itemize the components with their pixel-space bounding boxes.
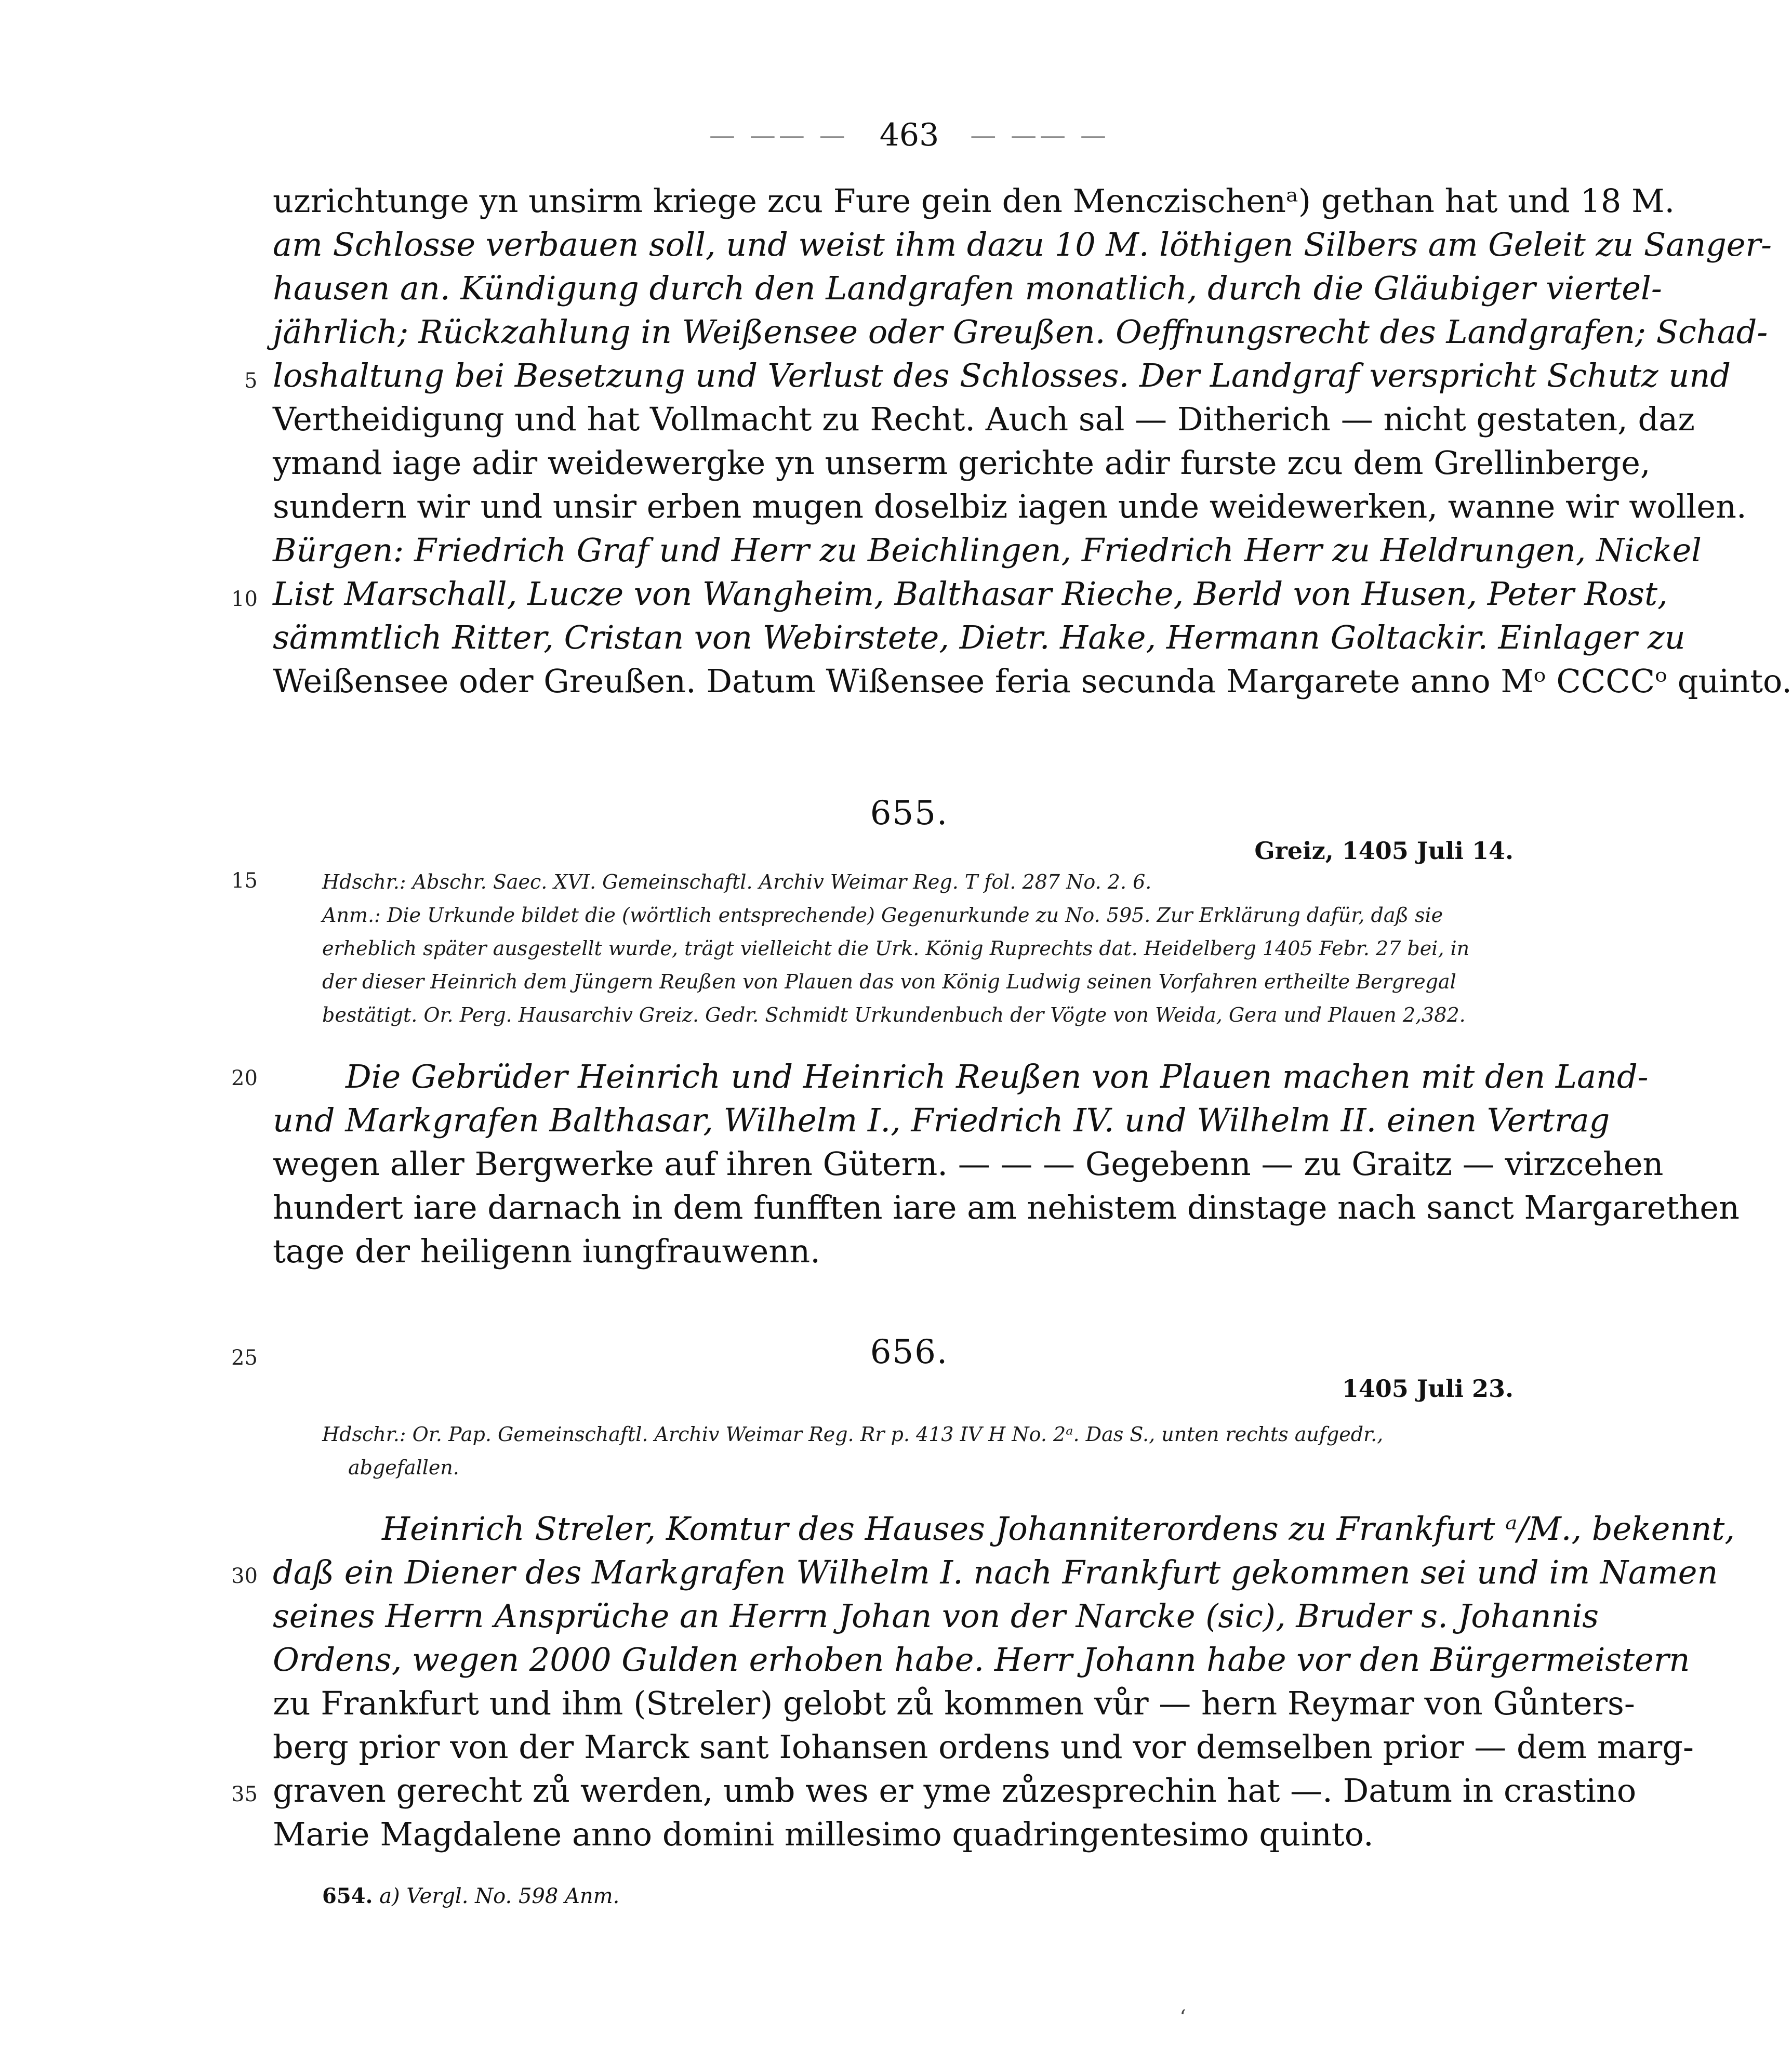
entry-date: Greiz, 1405 Juli 14. (1254, 837, 1514, 865)
text-line: loshaltung bei Besetzung und Verlust des Schlosses. Der Landgraf verspricht Schutz und (273, 356, 1731, 394)
note-line: bestätigt. Or. Perg. Hausarchiv Greiz. Gedr. Schmidt Urkundenbuch der Vögte von Weida, Gera und Plauen 2,382. (322, 1003, 1466, 1026)
text-line: am Schlosse verbauen soll, und weist ihm dazu 10 M. löthigen Silbers am Geleit zu Sanger- (273, 226, 1772, 263)
text-line: hausen an. Kündigung durch den Landgrafen monatlich, durch die Gläubiger viertel- (273, 269, 1662, 307)
text-line: graven gerecht zů werden, umb wes er yme zůzesprechin hat —. Datum in crastino (273, 1772, 1637, 1810)
text-line: List Marschall, Lucze von Wangheim, Balthasar Rieche, Berld von Husen, Peter Rost, (273, 575, 1668, 613)
text-line: uzrichtunge yn unsirm kriege zcu Fure gein den Menczischenᵃ) gethan hat und 18 M. (273, 182, 1675, 220)
line-number: 25 (231, 1346, 258, 1370)
text-line: berg prior von der Marck sant Iohansen ordens und vor demselben prior — dem marg- (273, 1728, 1694, 1766)
entry-text (273, 1055, 1740, 1273)
note-line: Anm.: Die Urkunde bildet die (wörtlich entsprechende) Gegenurkunde zu No. 595. Zur Erklärung dafür, daß sie (322, 904, 1443, 927)
text-line: Bürgen: Friedrich Graf und Herr zu Beichlingen, Friedrich Herr zu Heldrungen, Nickel (273, 531, 1702, 569)
text-line: Die Gebrüder Heinrich und Heinrich Reußen von Plauen machen mit den Land- (346, 1058, 1649, 1095)
text-line: zu Frankfurt und ihm (Streler) gelobt zů kommen vůr — hern Reymar von Gůnters- (273, 1684, 1635, 1722)
header-dash-right: — —— — (970, 120, 1110, 150)
text-line: sundern wir und unsir erben mugen doselbiz iagen unde weidewerken, wanne wir wollen. (273, 487, 1747, 525)
text-line: Vertheidigung und hat Vollmacht zu Recht. Auch sal — Ditherich — nicht gestaten, daz (273, 400, 1695, 438)
entry-text (273, 1507, 1735, 1856)
note-line: abgefallen. (348, 1456, 459, 1479)
text-line: hundert iare darnach in dem funfften iare am nehistem dinstage nach sanct Margarethen (273, 1189, 1740, 1226)
note-line: der dieser Heinrich dem Jüngern Reußen von Plauen das von König Ludwig seinen Vorfahren ertheilte Bergregal (322, 970, 1456, 993)
page-header (675, 104, 1143, 166)
text-line: daß ein Diener des Markgrafen Wilhelm I. nach Frankfurt gekommen sei und im Namen (273, 1553, 1718, 1591)
text-line: Ordens, wegen 2000 Gulden erhoben habe. Herr Johann habe vor den Bürgermeistern (273, 1641, 1690, 1679)
text-line: wegen aller Bergwerke auf ihren Gütern. — — — Gegebenn — zu Graitz — virzcehen (273, 1145, 1664, 1183)
text-line: sämmtlich Ritter, Cristan von Webirstete, Dietr. Hake, Hermann Goltackir. Einlager zu (273, 618, 1685, 656)
footnote-text: a) Vergl. No. 598 Anm. (379, 1884, 620, 1908)
text-line: Weißensee oder Greußen. Datum Wißensee feria secunda Margarete anno Mᵒ CCCCᵒ quinto. (273, 662, 1792, 700)
note-line: Hdschr.: Abschr. Saec. XVI. Gemeinschaftl. Archiv Weimar Reg. T fol. 287 No. 2. 6. (322, 870, 1152, 893)
entry-number: 655. (870, 794, 949, 833)
line-number: 15 (231, 869, 258, 893)
entry-notes (322, 865, 1507, 1032)
header-dash-left: — —— — (709, 120, 848, 150)
note-line: erheblich später ausgestellt wurde, trägt vielleicht die Urk. König Ruprechts dat. Heidelberg 1405 Febr. 27 bei, in (322, 937, 1470, 960)
note-line: Hdschr.: Or. Pap. Gemeinschaftl. Archiv Weimar Reg. Rr p. 413 IV H No. 2ᵃ. Das S., unten rechts aufgedr., (322, 1423, 1384, 1446)
line-number: 10 (231, 587, 258, 611)
entry-number: 656. (870, 1333, 949, 1371)
stray-mark: ʻ (1179, 2006, 1186, 2030)
footnote-number: 654. (322, 1884, 373, 1908)
continuation-paragraph (273, 179, 1792, 703)
text-line: Heinrich Streler, Komtur des Hauses Johanniterordens zu Frankfurt ᵃ/M., bekennt, (382, 1510, 1735, 1548)
entry-date: 1405 Juli 23. (1342, 1375, 1514, 1403)
text-line: und Markgrafen Balthasar, Wilhelm I., Friedrich IV. und Wilhelm II. einen Vertrag (273, 1101, 1610, 1139)
line-number: 5 (244, 369, 258, 393)
text-line: Marie Magdalene anno domini millesimo quadringentesimo quinto. (273, 1815, 1374, 1853)
line-number: 35 (231, 1782, 258, 1806)
line-number: 30 (231, 1564, 258, 1588)
footnote (322, 1884, 619, 1908)
page-number: 463 (879, 117, 939, 153)
line-number: 20 (231, 1066, 258, 1090)
text-line: seines Herrn Ansprüche an Herrn Johan von der Narcke (sic), Bruder s. Johannis (273, 1597, 1599, 1635)
text-line: tage der heiligenn iungfrauwenn. (273, 1232, 820, 1270)
text-line: jährlich; Rückzahlung in Weißensee oder Greußen. Oeffnungsrecht des Landgrafen; Schad- (273, 313, 1768, 351)
entry-notes (322, 1418, 1507, 1484)
text-line: ymand iage adir weidewergke yn unserm gerichte adir furste zcu dem Grellinberge, (273, 444, 1651, 482)
